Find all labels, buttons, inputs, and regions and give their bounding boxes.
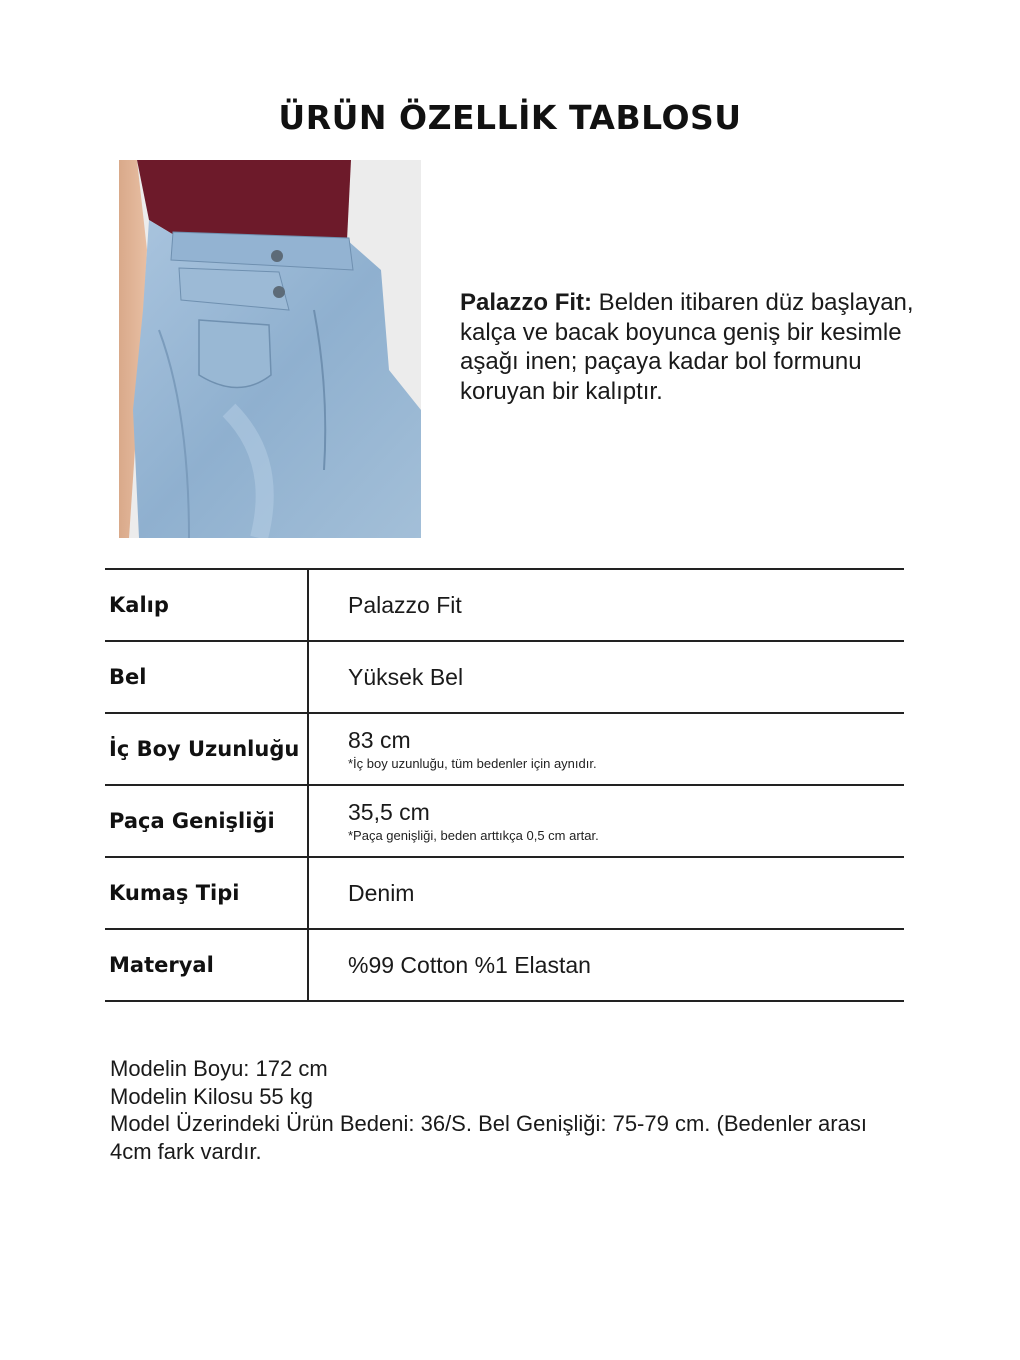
row-value: Denim bbox=[348, 879, 415, 906]
row-value-cell bbox=[348, 786, 599, 856]
row-value: 35,5 cm bbox=[348, 799, 430, 825]
column-divider bbox=[307, 570, 309, 640]
model-weight: Modelin Kilosu 55 kg bbox=[110, 1083, 314, 1109]
row-value-cell bbox=[348, 858, 414, 928]
column-divider bbox=[307, 714, 309, 784]
row-label: İç Boy Uzunluğu bbox=[109, 737, 300, 761]
row-value: Palazzo Fit bbox=[348, 591, 462, 618]
row-value-cell bbox=[348, 930, 591, 1000]
table-row bbox=[105, 928, 904, 1002]
row-value: Yüksek Bel bbox=[348, 663, 464, 690]
column-divider bbox=[307, 930, 309, 1000]
model-info bbox=[110, 1055, 910, 1165]
table-row bbox=[105, 784, 904, 856]
table-row bbox=[105, 568, 904, 640]
spec-table bbox=[105, 568, 904, 1002]
row-value-cell bbox=[348, 714, 597, 784]
table-row bbox=[105, 712, 904, 784]
column-divider bbox=[307, 642, 309, 712]
column-divider bbox=[307, 786, 309, 856]
row-label: Kumaş Tipi bbox=[109, 881, 240, 905]
row-label: Materyal bbox=[109, 953, 214, 977]
row-value: %99 Cotton %1 Elastan bbox=[348, 951, 591, 978]
row-value-cell bbox=[348, 642, 463, 712]
row-value: 83 cm bbox=[348, 727, 411, 753]
row-note: *Paça genişliği, beden arttıkça 0,5 cm artar. bbox=[348, 828, 599, 843]
table-row bbox=[105, 856, 904, 928]
page-title: ÜRÜN ÖZELLİK TABLOSU bbox=[278, 98, 742, 137]
row-label: Paça Genişliği bbox=[109, 809, 275, 833]
row-value-cell bbox=[348, 570, 462, 640]
row-label: Kalıp bbox=[109, 593, 169, 617]
model-size: Model Üzerindeki Ürün Bedeni: 36/S. Bel Genişliği: 75-79 cm. (Bedenler arası 4cm fark vardır. bbox=[110, 1111, 867, 1164]
fit-description bbox=[460, 288, 930, 406]
column-divider bbox=[307, 858, 309, 928]
fit-description-label: Palazzo Fit: bbox=[460, 289, 593, 316]
row-label: Bel bbox=[109, 665, 147, 689]
jeans-model-photo-icon bbox=[119, 160, 421, 538]
product-photo bbox=[119, 160, 421, 538]
fit-description-text: Belden itibaren düz başlayan, kalça ve bacak boyunca geniş bir kesimle aşağı inen; paçaya kadar bol formunu koruyan bir kalıptır. bbox=[460, 289, 914, 405]
row-note: *İç boy uzunluğu, tüm bedenler için aynıdır. bbox=[348, 756, 597, 771]
table-row bbox=[105, 640, 904, 712]
model-height: Modelin Boyu: 172 cm bbox=[110, 1056, 328, 1081]
